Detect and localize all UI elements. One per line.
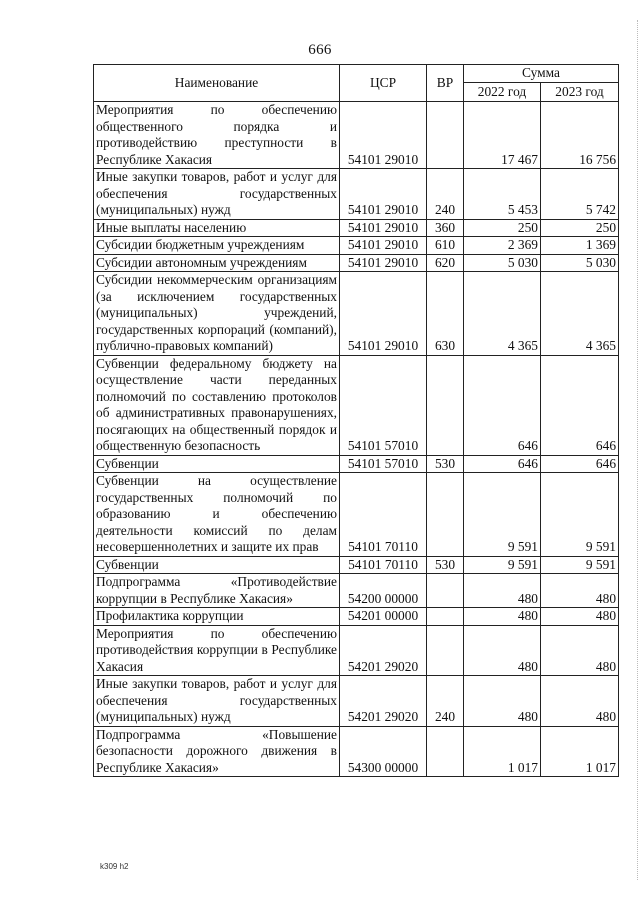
table-row: [94, 574, 619, 608]
row-sum-2022: 480: [464, 625, 541, 676]
row-name: Субвенции: [94, 556, 340, 574]
row-sum-2022: 5 030: [464, 254, 541, 272]
row-name: Подпрограмма «Повышение безопасности дорожного движения в Республике Хакасия»: [94, 726, 340, 777]
row-sum-2022: 250: [464, 219, 541, 237]
header-vr: ВР: [427, 65, 464, 102]
row-name: Мероприятия по обеспечению противодействия коррупции в Республике Хакасия: [94, 625, 340, 676]
table-row: [94, 473, 619, 557]
row-name: Профилактика коррупции: [94, 608, 340, 626]
row-vr: [427, 473, 464, 557]
row-vr: 610: [427, 237, 464, 255]
row-sum-2023: 9 591: [541, 473, 619, 557]
table-row: [94, 676, 619, 727]
row-sum-2022: 646: [464, 355, 541, 455]
row-sum-2023: 646: [541, 455, 619, 473]
row-csr: 54201 29020: [340, 676, 427, 727]
table-row: [94, 455, 619, 473]
row-csr: 54101 29010: [340, 254, 427, 272]
row-csr: 54201 29020: [340, 625, 427, 676]
row-sum-2023: 1 017: [541, 726, 619, 777]
row-name: Мероприятия по обеспечению общественного порядка и противодействию преступности в Республике Хакасия: [94, 102, 340, 169]
row-csr: 54201 00000: [340, 608, 427, 626]
scan-edge-marks: [633, 20, 638, 880]
row-name: Субсидии автономным учреждениям: [94, 254, 340, 272]
header-year-2022: 2022 год: [464, 83, 541, 102]
table-row: [94, 272, 619, 356]
row-vr: 630: [427, 272, 464, 356]
row-sum-2023: 480: [541, 608, 619, 626]
row-csr: 54101 70110: [340, 556, 427, 574]
table-header: [94, 65, 619, 102]
row-vr: 360: [427, 219, 464, 237]
row-sum-2022: 2 369: [464, 237, 541, 255]
row-csr: 54200 00000: [340, 574, 427, 608]
table-body: [94, 102, 619, 777]
row-csr: 54101 29010: [340, 169, 427, 220]
row-vr: [427, 625, 464, 676]
row-name: Иные закупки товаров, работ и услуг для обеспечения государственных (муниципальных) нужд: [94, 676, 340, 727]
header-year-2023: 2023 год: [541, 83, 619, 102]
row-csr: 54101 29010: [340, 102, 427, 169]
row-vr: [427, 726, 464, 777]
row-sum-2022: 480: [464, 676, 541, 727]
row-sum-2022: 1 017: [464, 726, 541, 777]
row-name: Субвенции: [94, 455, 340, 473]
row-sum-2022: 646: [464, 455, 541, 473]
row-csr: 54101 70110: [340, 473, 427, 557]
row-csr: 54300 00000: [340, 726, 427, 777]
row-sum-2023: 16 756: [541, 102, 619, 169]
row-sum-2022: 5 453: [464, 169, 541, 220]
row-vr: [427, 102, 464, 169]
table-row: [94, 726, 619, 777]
row-sum-2022: 480: [464, 574, 541, 608]
header-csr: ЦСР: [340, 65, 427, 102]
row-csr: 54101 29010: [340, 219, 427, 237]
row-sum-2023: 5 030: [541, 254, 619, 272]
row-sum-2023: 480: [541, 676, 619, 727]
row-csr: 54101 29010: [340, 272, 427, 356]
table-row: [94, 169, 619, 220]
row-sum-2023: 5 742: [541, 169, 619, 220]
budget-table: [93, 64, 619, 777]
row-vr: [427, 608, 464, 626]
row-name: Субсидии некоммерческим организациям (за исключением государственных (муниципальных) учреждений, государственных корпораций (компаний), публично-правовых компаний): [94, 272, 340, 356]
row-sum-2023: 250: [541, 219, 619, 237]
page-number: 666: [308, 42, 332, 58]
row-vr: 240: [427, 169, 464, 220]
row-csr: 54101 57010: [340, 355, 427, 455]
row-vr: 530: [427, 455, 464, 473]
row-sum-2023: 480: [541, 574, 619, 608]
table-row: [94, 625, 619, 676]
row-name: Субвенции федеральному бюджету на осуществление части переданных полномочий по составлению протоколов об административных правонарушениях, посягающих на общественный порядок и общественную безопасность: [94, 355, 340, 455]
row-sum-2023: 9 591: [541, 556, 619, 574]
header-name: Наименование: [94, 65, 340, 102]
row-vr: 530: [427, 556, 464, 574]
table-row: [94, 254, 619, 272]
row-sum-2022: 4 365: [464, 272, 541, 356]
row-vr: [427, 574, 464, 608]
table-row: [94, 355, 619, 455]
row-vr: 240: [427, 676, 464, 727]
table-row: [94, 102, 619, 169]
row-sum-2023: 480: [541, 625, 619, 676]
row-vr: [427, 355, 464, 455]
table-row: [94, 219, 619, 237]
row-name: Иные закупки товаров, работ и услуг для обеспечения государственных (муниципальных) нужд: [94, 169, 340, 220]
table-row: [94, 237, 619, 255]
row-csr: 54101 29010: [340, 237, 427, 255]
row-sum-2022: 17 467: [464, 102, 541, 169]
row-vr: 620: [427, 254, 464, 272]
row-name: Иные выплаты населению: [94, 219, 340, 237]
footer-code: k309 h2: [100, 862, 129, 871]
row-sum-2022: 9 591: [464, 473, 541, 557]
header-sum: Сумма: [464, 65, 619, 83]
table-row: [94, 608, 619, 626]
row-csr: 54101 57010: [340, 455, 427, 473]
row-sum-2023: 646: [541, 355, 619, 455]
row-name: Субсидии бюджетным учреждениям: [94, 237, 340, 255]
row-name: Субвенции на осуществление государственных полномочий по образованию и обеспечению деятельности комиссий по делам несовершеннолетних и защите их прав: [94, 473, 340, 557]
row-sum-2023: 1 369: [541, 237, 619, 255]
row-sum-2023: 4 365: [541, 272, 619, 356]
table-row: [94, 556, 619, 574]
row-sum-2022: 480: [464, 608, 541, 626]
row-sum-2022: 9 591: [464, 556, 541, 574]
row-name: Подпрограмма «Противодействие коррупции в Республике Хакасия»: [94, 574, 340, 608]
